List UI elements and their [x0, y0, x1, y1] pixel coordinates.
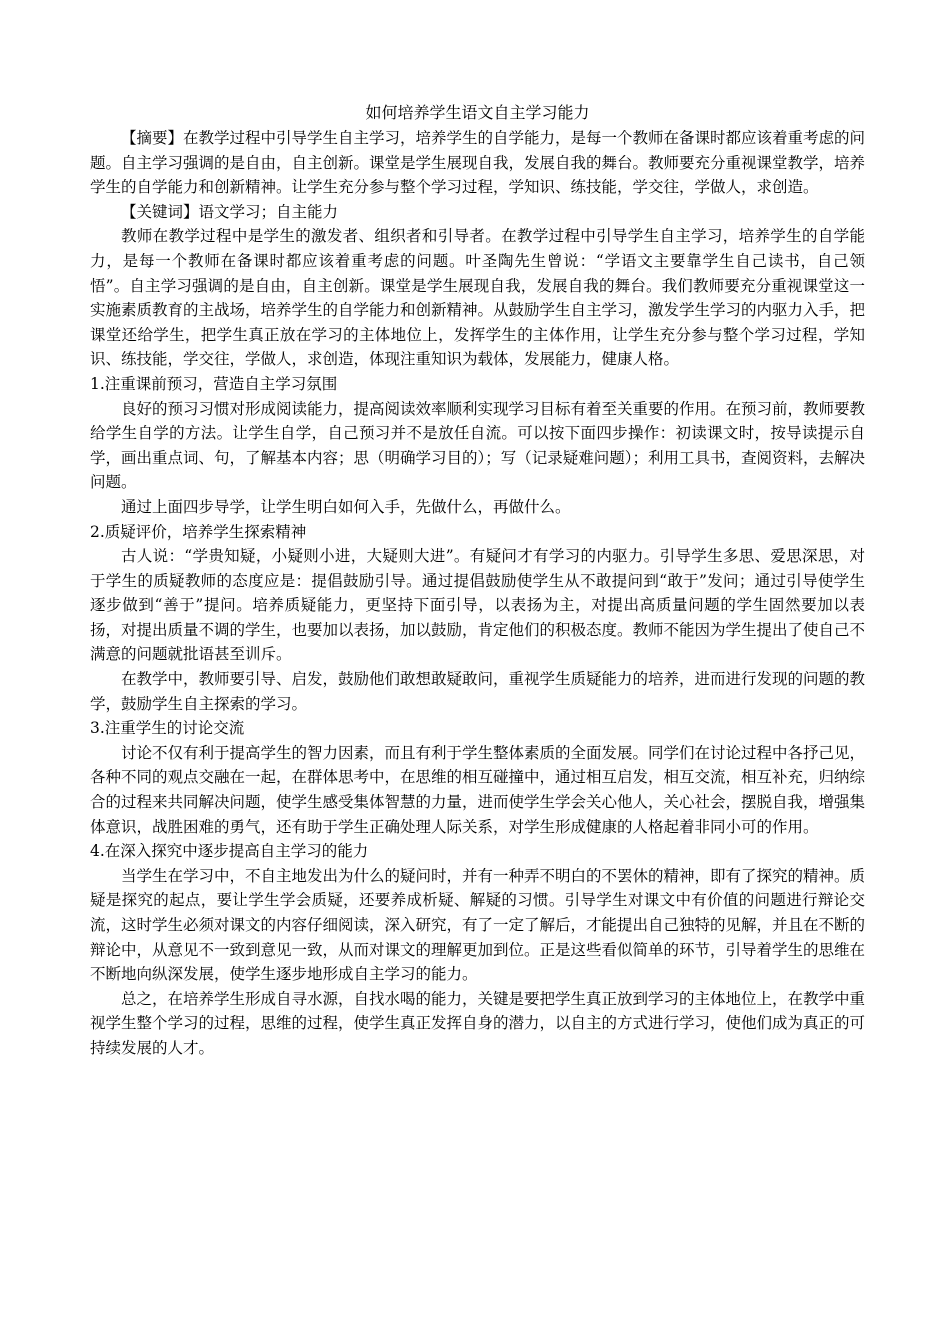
section4-paragraph-1: 当学生在学习中，不自主地发出为什么的疑问时，并有一种弄不明白的不罢休的精神，即有了探究的精神。质疑是探究的起点，要让学生学会质疑，还要养成析疑、解疑的习惯。引导学生对课文中有价值的问题进行辩论交流，这时学生必须对课文的内容仔细阅读，深入研究，有了一定了解后，才能提出自己独特的见解，并且在不断的辩论中，从意见不一致到意见一致，从而对课文的理解更加到位。正是这些看似简单的环节，引导着学生的思维在不断地向纵深发展，使学生逐步地形成自主学习的能力。	[90, 866, 866, 984]
intro-paragraph: 教师在教学过程中是学生的激发者、组织者和引导者。在教学过程中引导学生自主学习，培养学生的自学能力，是每一个教师在备课时都应该着重考虑的问题。叶圣陶先生曾说：“学语文主要靠学生自己读书，自己领悟”。自主学习强调的是自由，自主创新。课堂是学生展现自我，发展自我的舞台。我们教师要充分重视课堂这一实施素质教育的主战场，培养学生的自学能力和创新精神。从鼓励学生自主学习，激发学生学习的内驱力入手，把课堂还给学生，把学生真正放在学习的主体地位上，发挥学生的主体作用，让学生充分参与整个学习过程，学知识、练技能，学交往，学做人，求创造，体现注重知识为载体，发展能力，健康人格。	[90, 227, 866, 369]
section2-paragraph-2: 在教学中，教师要引导、启发，鼓励他们敢想敢疑敢问，重视学生质疑能力的培养，进而进行发现的问题的教学，鼓励学生自主探索的学习。	[90, 670, 866, 713]
section2-heading: 2.质疑评价，培养学生探索精神	[90, 522, 307, 541]
section1-paragraph-1: 良好的预习习惯对形成阅读能力，提高阅读效率顺利实现学习目标有着至关重要的作用。在预习前，教师要教给学生自学的方法。让学生自学，自己预习并不是放任自流。可以按下面四步操作：初读课文时，按导读提示自学，画出重点词、句，了解基本内容；思（明确学习目的）；写（记录疑难问题）；利用工具书，查阅资料，去解决问题。	[90, 399, 866, 492]
document-title: 如何培养学生语文自主学习能力	[365, 103, 590, 122]
section4-heading: 4.在深入探究中逐步提高自主学习的能力	[90, 842, 369, 861]
section3-heading: 3.注重学生的讨论交流	[90, 719, 245, 738]
section2-paragraph-1: 古人说：“学贵知疑，小疑则小进，大疑则大进”。有疑问才有学习的内驱力。引导学生多思、爱思深思，对于学生的质疑教师的态度应是：提倡鼓励引导。通过提倡鼓励使学生从不敢提问到“敢于”发问；通过引导使学生逐步做到“善于”提问。培养质疑能力，更坚持下面引导，以表扬为主，对提出高质量问题的学生固然要加以表扬，对提出质量不调的学生，也要加以表扬，加以鼓励，肯定他们的积极态度。教师不能因为学生提出了使自己不满意的问题就批语甚至训斥。	[90, 547, 866, 664]
document-page	[90, 100, 865, 1061]
keywords-paragraph: 【关键词】语文学习；自主能力	[121, 202, 339, 221]
section1-heading: 1.注重课前预习，营造自主学习氛围	[90, 374, 338, 393]
section1-paragraph-2: 通过上面四步导学，让学生明白如何入手，先做什么，再做什么。	[121, 497, 571, 516]
abstract-paragraph: 【摘要】在教学过程中引导学生自主学习，培养学生的自学能力，是每一个教师在备课时都应该着重考虑的问题。自主学习强调的是自由，自主创新。课堂是学生展现自我，发展自我的舞台。教师要充分重视课堂教学，培养学生的自学能力和创新精神。让学生充分参与整个学习过程，学知识、练技能，学交往，学做人，求创造。	[90, 129, 866, 197]
conclusion-paragraph: 总之，在培养学生形成自寻水源，自找水喝的能力，关键是要把学生真正放到学习的主体地位上，在教学中重视学生整个学习的过程，思维的过程，使学生真正发挥自身的潜力，以自主的方式进行学习，使他们成为真正的可持续发展的人才。	[90, 989, 866, 1057]
section3-paragraph-1: 讨论不仅有利于提高学生的智力因素，而且有利于学生整体素质的全面发展。同学们在讨论过程中各抒己见，各种不同的观点交融在一起，在群体思考中，在思维的相互碰撞中，通过相互启发，相互交流，相互补充，归纳综合的过程来共同解决问题，使学生感受集体智慧的力量，进而使学生学会关心他人，关心社会，摆脱自我，增强集体意识，战胜困难的勇气，还有助于学生正确处理人际关系，对学生形成健康的人格起着非同小可的作用。	[90, 743, 866, 836]
